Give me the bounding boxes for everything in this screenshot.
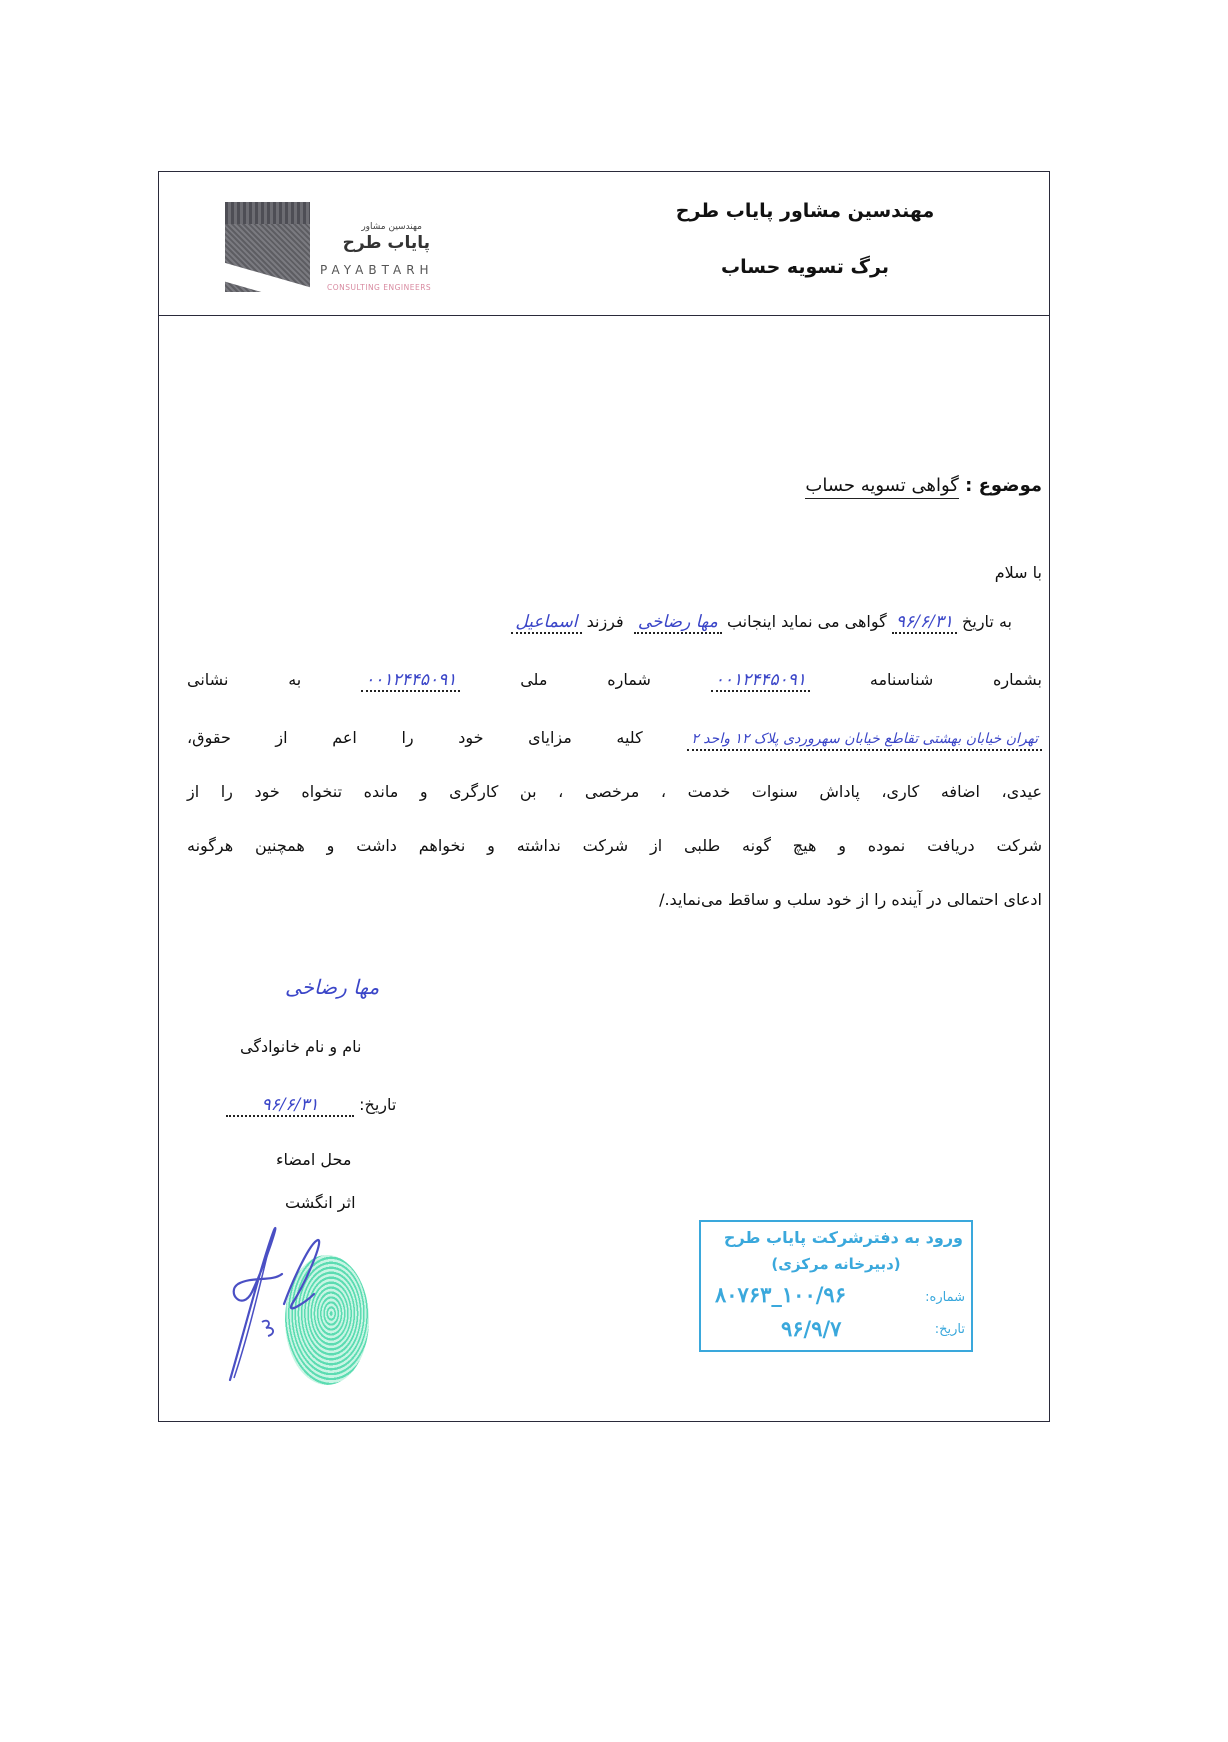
body-line-1 bbox=[511, 612, 1012, 634]
subject-label: موضوع : bbox=[965, 475, 1042, 496]
form-title: برگ تسویه حساب bbox=[721, 256, 889, 278]
text: شماره ملی bbox=[520, 670, 651, 689]
body-line-5: شرکت دریافت نموده و هیچ گونه طلبی از شرکت نداشته و نخواهم داشت و همچنین هرگونه bbox=[187, 836, 1042, 855]
signature-scribble-icon bbox=[222, 1222, 332, 1392]
stamp-date-label: تاریخ: bbox=[934, 1322, 965, 1337]
stamp-number-label: شماره: bbox=[925, 1290, 965, 1305]
signature-date-line bbox=[226, 1095, 396, 1117]
handwritten-national-id: ۰۰۱۲۴۴۵۰۹۱ bbox=[365, 670, 457, 690]
body-line-4: عیدی، اضافه کاری، پاداش سنوات خدمت ، مرخصی ، بن کارگری و مانده تنخواه خود را از bbox=[187, 782, 1042, 801]
logo-en-subtitle: CONSULTING ENGINEERS bbox=[327, 283, 432, 292]
signature-date-field bbox=[226, 1095, 354, 1117]
text: فرزند bbox=[586, 612, 624, 631]
logo-en-name: PAYABTARH bbox=[320, 263, 434, 277]
stamp-subtitle: (دبیرخانه مرکزی) bbox=[771, 1255, 901, 1273]
handwritten-date: ۹۶/۶/۳۱ bbox=[895, 612, 953, 632]
handwritten-signature-name: مها رضاخی bbox=[285, 975, 380, 999]
body-line-2 bbox=[187, 670, 1042, 692]
date-label: تاریخ: bbox=[359, 1095, 397, 1114]
logo-fa-name: پایاب طرح bbox=[342, 233, 430, 253]
sign-place-label: محل امضاء bbox=[276, 1150, 352, 1169]
handwritten-address: تهران خیابان بهشتی تقاطع خیابان سهروردی پلاک ۱۲ واحد ۲ bbox=[691, 731, 1039, 747]
id-number-field bbox=[711, 670, 810, 692]
greeting: با سلام bbox=[994, 563, 1042, 582]
body-line-6: ادعای احتمالی در آینده را از خود سلب و ساقط می‌نماید./ bbox=[659, 890, 1042, 909]
text: گواهی می نماید اینجانب bbox=[726, 612, 887, 631]
stamp-date-value: ۹۶/۹/۷ bbox=[781, 1316, 842, 1341]
father-name-field bbox=[511, 612, 581, 634]
handwritten-signature-date: ۹۶/۶/۳۱ bbox=[261, 1095, 319, 1115]
handwritten-father-name: اسماعیل bbox=[515, 612, 578, 632]
stamp-title: ورود به دفترشرکت پایاب طرح bbox=[723, 1228, 963, 1247]
header-divider bbox=[158, 315, 1050, 316]
subject-value: گواهی تسویه حساب bbox=[805, 475, 958, 499]
logo-white-stripe bbox=[225, 260, 310, 292]
national-id-field bbox=[361, 670, 460, 692]
text: بشماره شناسنامه bbox=[869, 670, 1043, 689]
name-field bbox=[634, 612, 722, 634]
stamp-number-value: ۱۰۰/۹۶_۸۰۷۶۳ bbox=[715, 1282, 846, 1307]
logo-fa-subtitle: مهندسین مشاور bbox=[361, 222, 422, 232]
subject-line bbox=[805, 475, 1042, 496]
text: به نشانی bbox=[187, 670, 302, 689]
name-label: نام و نام خانوادگی bbox=[240, 1037, 362, 1056]
logo-top-band bbox=[225, 202, 310, 224]
text: کلیه مزایای خود را اعم از حقوق، bbox=[187, 728, 643, 747]
address-field bbox=[687, 728, 1042, 751]
company-logo-icon bbox=[225, 202, 310, 292]
handwritten-id-number: ۰۰۱۲۴۴۵۰۹۱ bbox=[714, 670, 807, 690]
company-title: مهندسین مشاور پایاب طرح bbox=[675, 200, 935, 222]
text: به تاریخ bbox=[962, 612, 1012, 631]
body-line-3 bbox=[187, 728, 1042, 751]
fingerprint-label: اثر انگشت bbox=[285, 1193, 356, 1212]
handwritten-name: مها رضاخی bbox=[637, 612, 718, 632]
registration-stamp bbox=[699, 1220, 973, 1352]
date-field bbox=[892, 612, 957, 634]
